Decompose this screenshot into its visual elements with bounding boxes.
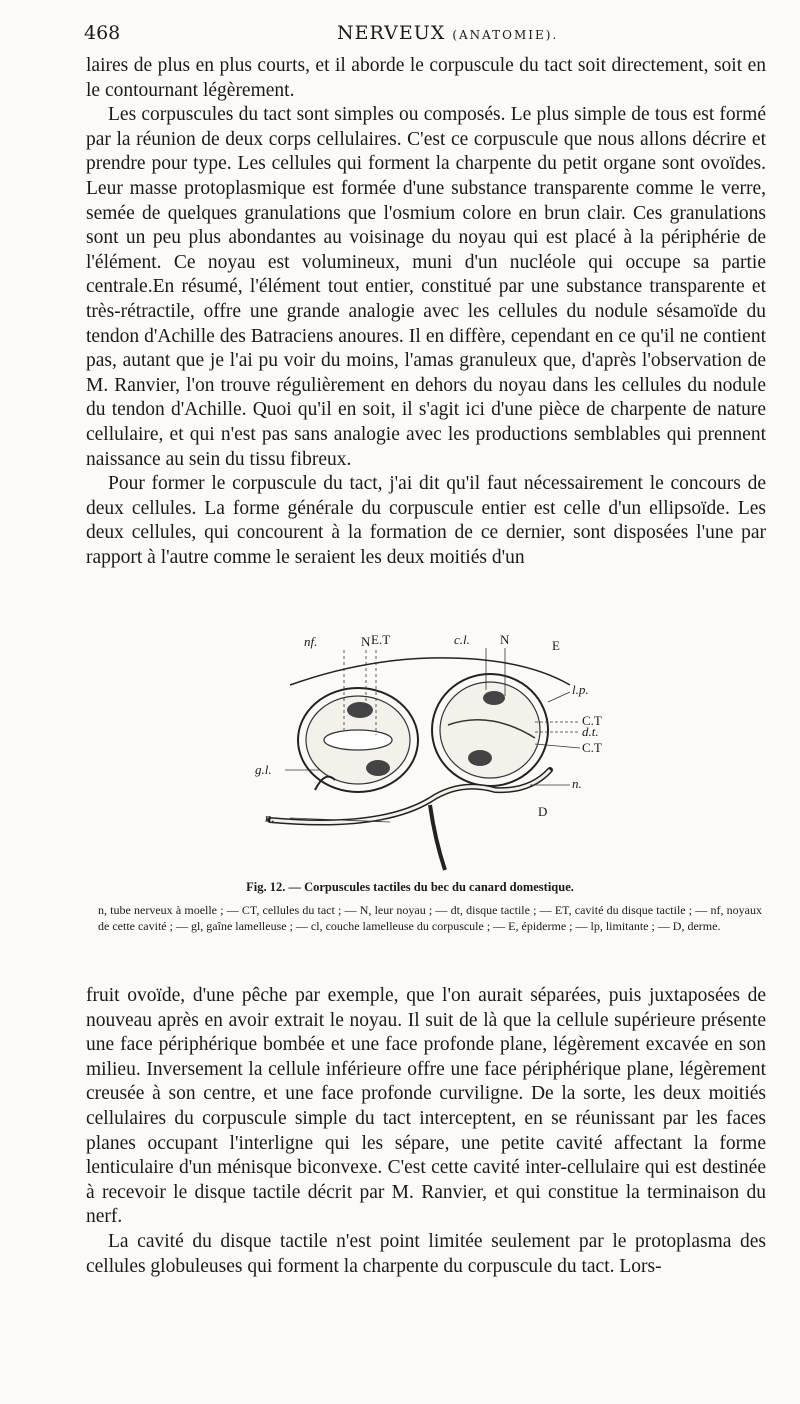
text-block-top [86,54,766,570]
paragraph: Pour former le corpuscule du tact, j'ai dit qu'il faut nécessairement le concours de deux cellules. La forme générale du corpuscule entier est celle d'un ellipsoïde. Les deux cellules, qui concourent à la formation de ce dernier, sont disposées l'une par rapport à l'autre comme le seraient les deux moitiés d'un [86,473,766,568]
page [84,22,768,52]
label-n2: n. [572,776,582,791]
running-title [337,22,558,44]
label-E: E [552,638,560,653]
label-ET: E.T [371,632,391,647]
label-D: D [538,804,548,819]
nerve-fibre-core [270,770,550,823]
leader-CT2 [535,744,580,748]
label-gl: g.l. [255,762,272,777]
leader-lp [548,692,570,702]
paragraph: fruit ovoïde, d'une pêche par exemple, que l'on aurait séparées, puis juxtaposées de nouveau après en avoir extrait le noyau. Il suit de là que la cellule supérieure présente une face périphérique bombée et une face profonde plane, légèrement excavée en son milieu. Inversement la cellule inférieure offre une face périphérique plane, légèrement creusée à son centre, et une face profonde curviligne. De la sorte, les deux moitiés cellulaires du corpuscule simple du tact interceptent, en se réunissant par les faces planes occupant l'interligne qui les sépare, une petite cavité affectant la forme lenticulaire d'un ménisque biconvexe. C'est cette cavité inter-cellulaire qui est destinée à recevoir le disque tactile décrit par M. Ranvier, et qui constitue la terminaison du nerf. [86,985,766,1228]
label-N1: N [361,634,371,649]
text-block-bottom [86,984,766,1279]
epidermis-line [290,658,570,685]
left-nucleus-lower [366,760,390,776]
left-nucleus-upper [347,702,373,718]
figure-12 [230,630,630,880]
corpuscle-illustration [230,630,630,880]
nerve-fibre [270,770,550,823]
running-title-main: NERVEUX [337,22,446,44]
left-tactile-disc [324,730,392,750]
label-CT1: C.T [582,713,602,728]
figure-caption-title: Fig. 12. — Corpuscules tactiles du bec du canard domestique. [246,880,574,894]
right-nucleus-lower [468,750,492,766]
paragraph: La cavité du disque tactile n'est point limitée seulement par le protoplasma des cellules globuleuses qui forment la charpente du corpuscule du tact. Lors- [86,1230,766,1277]
label-cl: c.l. [454,632,470,647]
label-nf: nf. [304,634,318,649]
nerve-branch [430,805,445,870]
label-lp: l.p. [572,682,589,697]
paragraph: laires de plus en plus courts, et il aborde le corpuscule du tact soit directement, soit en le contournant légèrement. [86,55,766,101]
label-N2: N [500,632,510,647]
label-CT2: C.T [582,740,602,755]
label-n1: n. [265,810,275,825]
running-title-sub: (ANATOMIE). [452,28,559,42]
label-dt: d.t. [582,724,599,739]
running-header [84,22,768,52]
page-number: 468 [84,22,121,44]
paragraph: Les corpuscules du tact sont simples ou composés. Le plus simple de tous est formé par la réunion de deux corps cellulaires. C'est ce corpuscule que nous allons décrire et prendre pour type. Les cellules qui forment la charpente du petit organe sont ovoïdes. Leur masse protoplasmique est formée d'une substance transparente comme le verre, semée de quelques granulations que l'osmium colore en brun clair. Ces granulations sont un peu plus abondantes au voisinage du noyau qui est placé à la périphérie de l'élément. Ce noyau est volumineux, muni d'un nucléole qui occupe sa partie centrale.En résumé, l'élément tout entier, constitué par une substance transparente et très-rétractile, offre une grande analogie avec les cellules du nodule sésamoïde du tendon d'Achille des Batraciens anoures. Il en diffère, cependant en ce qu'il ne contient pas, autant que je l'ai pu voir du moins, l'amas granuleux que, d'après l'observation de M. Ranvier, l'on trouve régulièrement en dehors du noyau dans les cellules du nodule du tendon d'Achille. Quoi qu'il en soit, il s'agit ici d'une pièce de charpente de nature cellulaire, et qui n'est pas sans analogie avec les productions semblables qui prennent naissance au sein du tissu fibreux. [86,104,766,470]
figure-caption-legend: n, tube nerveux à moelle ; — CT, cellules du tact ; — N, leur noyau ; — dt, disque tactile ; — ET, cavité du disque tactile ; — nf, noyaux de cette cavité ; — gl, gaîne lamelleuse ; — cl, couche lamelleuse du corpuscule ; — E, épiderme ; — lp, limitante ; — D, derme. [98,903,762,933]
right-nucleus-upper [483,691,505,705]
